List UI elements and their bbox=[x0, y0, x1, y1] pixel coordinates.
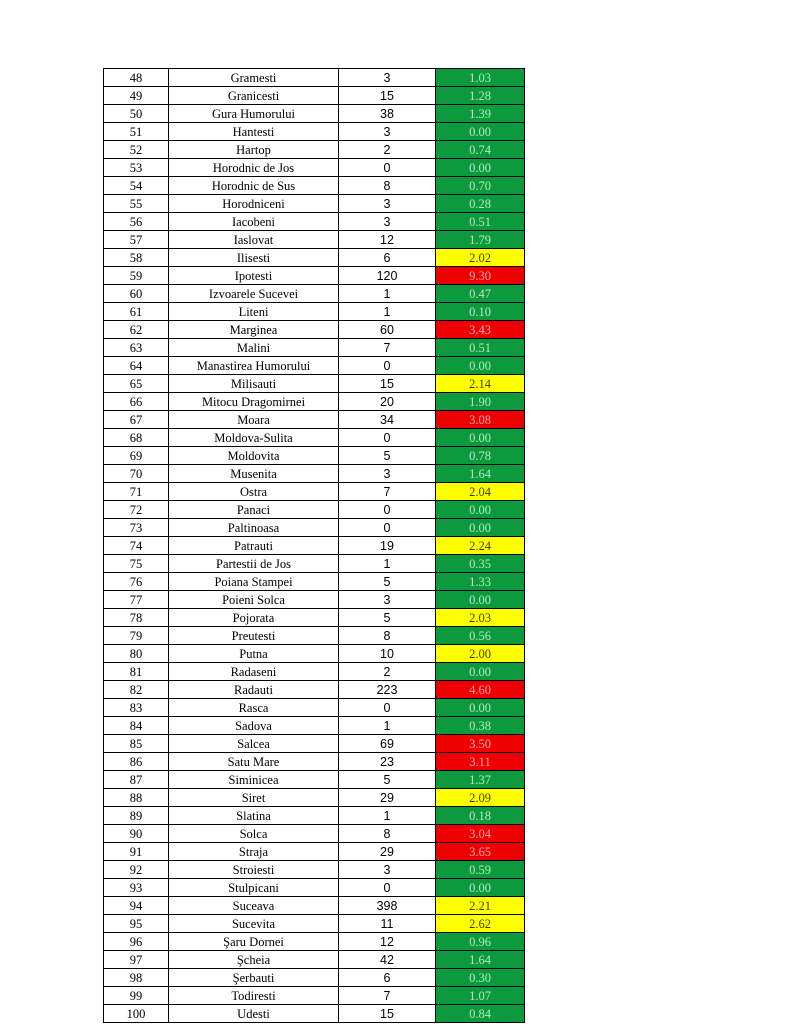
cases-count-cell: 398 bbox=[339, 897, 436, 915]
row-number-cell: 88 bbox=[104, 789, 169, 807]
cases-count-cell: 42 bbox=[339, 951, 436, 969]
locality-name-cell: Milisauti bbox=[169, 375, 339, 393]
locality-name-cell: Granicesti bbox=[169, 87, 339, 105]
cases-count-cell: 5 bbox=[339, 447, 436, 465]
incidence-rate-cell: 2.02 bbox=[436, 249, 525, 267]
locality-name-cell: Horodnic de Sus bbox=[169, 177, 339, 195]
row-number-cell: 69 bbox=[104, 447, 169, 465]
incidence-rate-cell: 0.00 bbox=[436, 123, 525, 141]
row-number-cell: 72 bbox=[104, 501, 169, 519]
incidence-rate-cell: 1.79 bbox=[436, 231, 525, 249]
cases-count-cell: 38 bbox=[339, 105, 436, 123]
cases-count-cell: 12 bbox=[339, 231, 436, 249]
table-row bbox=[104, 213, 525, 231]
cases-count-cell: 7 bbox=[339, 987, 436, 1005]
cases-count-cell: 5 bbox=[339, 573, 436, 591]
incidence-rate-cell: 2.21 bbox=[436, 897, 525, 915]
locality-name-cell: Şcheia bbox=[169, 951, 339, 969]
cases-count-cell: 1 bbox=[339, 285, 436, 303]
locality-name-cell: Izvoarele Sucevei bbox=[169, 285, 339, 303]
table-row bbox=[104, 645, 525, 663]
table-row bbox=[104, 915, 525, 933]
incidence-table bbox=[103, 68, 525, 1023]
table-row bbox=[104, 573, 525, 591]
locality-name-cell: Moldova-Sulita bbox=[169, 429, 339, 447]
table-row bbox=[104, 87, 525, 105]
cases-count-cell: 69 bbox=[339, 735, 436, 753]
row-number-cell: 48 bbox=[104, 69, 169, 87]
incidence-rate-cell: 2.00 bbox=[436, 645, 525, 663]
cases-count-cell: 60 bbox=[339, 321, 436, 339]
locality-name-cell: Hantesti bbox=[169, 123, 339, 141]
locality-name-cell: Radauti bbox=[169, 681, 339, 699]
incidence-rate-cell: 3.65 bbox=[436, 843, 525, 861]
table-row bbox=[104, 843, 525, 861]
cases-count-cell: 0 bbox=[339, 501, 436, 519]
row-number-cell: 96 bbox=[104, 933, 169, 951]
row-number-cell: 92 bbox=[104, 861, 169, 879]
incidence-rate-cell: 0.78 bbox=[436, 447, 525, 465]
locality-name-cell: Moldovita bbox=[169, 447, 339, 465]
cases-count-cell: 1 bbox=[339, 303, 436, 321]
locality-name-cell: Rasca bbox=[169, 699, 339, 717]
locality-name-cell: Preutesti bbox=[169, 627, 339, 645]
table-row bbox=[104, 411, 525, 429]
row-number-cell: 58 bbox=[104, 249, 169, 267]
row-number-cell: 57 bbox=[104, 231, 169, 249]
table-row bbox=[104, 69, 525, 87]
cases-count-cell: 1 bbox=[339, 717, 436, 735]
incidence-rate-cell: 2.14 bbox=[436, 375, 525, 393]
incidence-rate-cell: 2.09 bbox=[436, 789, 525, 807]
locality-name-cell: Udesti bbox=[169, 1005, 339, 1023]
locality-name-cell: Sadova bbox=[169, 717, 339, 735]
table-row bbox=[104, 357, 525, 375]
locality-name-cell: Straja bbox=[169, 843, 339, 861]
incidence-rate-cell: 0.10 bbox=[436, 303, 525, 321]
locality-name-cell: Salcea bbox=[169, 735, 339, 753]
table-row bbox=[104, 807, 525, 825]
incidence-rate-cell: 0.28 bbox=[436, 195, 525, 213]
row-number-cell: 90 bbox=[104, 825, 169, 843]
locality-name-cell: Stulpicani bbox=[169, 879, 339, 897]
locality-name-cell: Partestii de Jos bbox=[169, 555, 339, 573]
locality-name-cell: Panaci bbox=[169, 501, 339, 519]
incidence-rate-cell: 1.07 bbox=[436, 987, 525, 1005]
cases-count-cell: 20 bbox=[339, 393, 436, 411]
row-number-cell: 62 bbox=[104, 321, 169, 339]
table-row bbox=[104, 789, 525, 807]
row-number-cell: 71 bbox=[104, 483, 169, 501]
incidence-rate-cell: 0.18 bbox=[436, 807, 525, 825]
incidence-rate-cell: 0.00 bbox=[436, 501, 525, 519]
locality-name-cell: Musenita bbox=[169, 465, 339, 483]
locality-name-cell: Solca bbox=[169, 825, 339, 843]
incidence-rate-cell: 0.00 bbox=[436, 159, 525, 177]
incidence-rate-cell: 3.08 bbox=[436, 411, 525, 429]
incidence-rate-cell: 3.11 bbox=[436, 753, 525, 771]
table-row bbox=[104, 483, 525, 501]
incidence-rate-cell: 2.04 bbox=[436, 483, 525, 501]
cases-count-cell: 15 bbox=[339, 375, 436, 393]
table-row bbox=[104, 699, 525, 717]
row-number-cell: 75 bbox=[104, 555, 169, 573]
locality-name-cell: Poieni Solca bbox=[169, 591, 339, 609]
table-row bbox=[104, 537, 525, 555]
table-row bbox=[104, 231, 525, 249]
locality-name-cell: Şerbauti bbox=[169, 969, 339, 987]
row-number-cell: 81 bbox=[104, 663, 169, 681]
table-row bbox=[104, 627, 525, 645]
table-row bbox=[104, 249, 525, 267]
table-row bbox=[104, 177, 525, 195]
incidence-rate-cell: 0.00 bbox=[436, 699, 525, 717]
table-row bbox=[104, 1005, 525, 1023]
incidence-rate-cell: 0.51 bbox=[436, 213, 525, 231]
incidence-rate-cell: 3.43 bbox=[436, 321, 525, 339]
table-row bbox=[104, 123, 525, 141]
cases-count-cell: 6 bbox=[339, 249, 436, 267]
table-row bbox=[104, 987, 525, 1005]
locality-name-cell: Poiana Stampei bbox=[169, 573, 339, 591]
table-row bbox=[104, 897, 525, 915]
row-number-cell: 100 bbox=[104, 1005, 169, 1023]
locality-name-cell: Horodnic de Jos bbox=[169, 159, 339, 177]
locality-name-cell: Suceava bbox=[169, 897, 339, 915]
table-row bbox=[104, 969, 525, 987]
table-row bbox=[104, 681, 525, 699]
incidence-rate-cell: 0.70 bbox=[436, 177, 525, 195]
locality-name-cell: Patrauti bbox=[169, 537, 339, 555]
incidence-rate-cell: 0.59 bbox=[436, 861, 525, 879]
cases-count-cell: 10 bbox=[339, 645, 436, 663]
row-number-cell: 86 bbox=[104, 753, 169, 771]
row-number-cell: 95 bbox=[104, 915, 169, 933]
cases-count-cell: 29 bbox=[339, 843, 436, 861]
cases-count-cell: 11 bbox=[339, 915, 436, 933]
row-number-cell: 70 bbox=[104, 465, 169, 483]
incidence-rate-cell: 2.62 bbox=[436, 915, 525, 933]
row-number-cell: 68 bbox=[104, 429, 169, 447]
row-number-cell: 55 bbox=[104, 195, 169, 213]
cases-count-cell: 0 bbox=[339, 429, 436, 447]
locality-name-cell: Liteni bbox=[169, 303, 339, 321]
cases-count-cell: 15 bbox=[339, 87, 436, 105]
row-number-cell: 99 bbox=[104, 987, 169, 1005]
row-number-cell: 97 bbox=[104, 951, 169, 969]
incidence-rate-cell: 1.64 bbox=[436, 465, 525, 483]
cases-count-cell: 3 bbox=[339, 465, 436, 483]
locality-name-cell: Malini bbox=[169, 339, 339, 357]
cases-count-cell: 1 bbox=[339, 807, 436, 825]
incidence-rate-cell: 2.24 bbox=[436, 537, 525, 555]
cases-count-cell: 8 bbox=[339, 825, 436, 843]
row-number-cell: 65 bbox=[104, 375, 169, 393]
row-number-cell: 67 bbox=[104, 411, 169, 429]
row-number-cell: 52 bbox=[104, 141, 169, 159]
incidence-rate-cell: 0.00 bbox=[436, 879, 525, 897]
cases-count-cell: 0 bbox=[339, 357, 436, 375]
cases-count-cell: 0 bbox=[339, 159, 436, 177]
incidence-rate-cell: 0.35 bbox=[436, 555, 525, 573]
row-number-cell: 84 bbox=[104, 717, 169, 735]
cases-count-cell: 2 bbox=[339, 663, 436, 681]
cases-count-cell: 120 bbox=[339, 267, 436, 285]
cases-count-cell: 2 bbox=[339, 141, 436, 159]
table-row bbox=[104, 105, 525, 123]
row-number-cell: 51 bbox=[104, 123, 169, 141]
locality-name-cell: Gramesti bbox=[169, 69, 339, 87]
row-number-cell: 50 bbox=[104, 105, 169, 123]
cases-count-cell: 6 bbox=[339, 969, 436, 987]
row-number-cell: 64 bbox=[104, 357, 169, 375]
row-number-cell: 83 bbox=[104, 699, 169, 717]
table-row bbox=[104, 591, 525, 609]
locality-name-cell: Gura Humorului bbox=[169, 105, 339, 123]
row-number-cell: 82 bbox=[104, 681, 169, 699]
cases-count-cell: 3 bbox=[339, 195, 436, 213]
cases-count-cell: 7 bbox=[339, 483, 436, 501]
cases-count-cell: 5 bbox=[339, 609, 436, 627]
incidence-rate-cell: 0.56 bbox=[436, 627, 525, 645]
locality-name-cell: Siminicea bbox=[169, 771, 339, 789]
row-number-cell: 61 bbox=[104, 303, 169, 321]
row-number-cell: 56 bbox=[104, 213, 169, 231]
row-number-cell: 54 bbox=[104, 177, 169, 195]
table-row bbox=[104, 951, 525, 969]
cases-count-cell: 0 bbox=[339, 879, 436, 897]
locality-name-cell: Moara bbox=[169, 411, 339, 429]
locality-name-cell: Sucevita bbox=[169, 915, 339, 933]
locality-name-cell: Putna bbox=[169, 645, 339, 663]
table-row bbox=[104, 447, 525, 465]
cases-count-cell: 8 bbox=[339, 627, 436, 645]
row-number-cell: 98 bbox=[104, 969, 169, 987]
table-row bbox=[104, 609, 525, 627]
locality-name-cell: Hartop bbox=[169, 141, 339, 159]
incidence-rate-cell: 1.37 bbox=[436, 771, 525, 789]
incidence-rate-cell: 0.51 bbox=[436, 339, 525, 357]
row-number-cell: 85 bbox=[104, 735, 169, 753]
table-row bbox=[104, 753, 525, 771]
cases-count-cell: 29 bbox=[339, 789, 436, 807]
cases-count-cell: 3 bbox=[339, 123, 436, 141]
cases-count-cell: 3 bbox=[339, 861, 436, 879]
table-row bbox=[104, 933, 525, 951]
table-row bbox=[104, 735, 525, 753]
row-number-cell: 78 bbox=[104, 609, 169, 627]
table-row bbox=[104, 195, 525, 213]
cases-count-cell: 3 bbox=[339, 213, 436, 231]
table-row bbox=[104, 321, 525, 339]
locality-name-cell: Todiresti bbox=[169, 987, 339, 1005]
row-number-cell: 59 bbox=[104, 267, 169, 285]
cases-count-cell: 23 bbox=[339, 753, 436, 771]
cases-count-cell: 34 bbox=[339, 411, 436, 429]
table-row bbox=[104, 303, 525, 321]
table-row bbox=[104, 825, 525, 843]
locality-name-cell: Ostra bbox=[169, 483, 339, 501]
incidence-rate-cell: 1.28 bbox=[436, 87, 525, 105]
incidence-rate-cell: 0.47 bbox=[436, 285, 525, 303]
locality-name-cell: Ilisesti bbox=[169, 249, 339, 267]
cases-count-cell: 0 bbox=[339, 519, 436, 537]
incidence-rate-cell: 1.33 bbox=[436, 573, 525, 591]
row-number-cell: 53 bbox=[104, 159, 169, 177]
row-number-cell: 80 bbox=[104, 645, 169, 663]
locality-name-cell: Siret bbox=[169, 789, 339, 807]
locality-name-cell: Paltinoasa bbox=[169, 519, 339, 537]
incidence-rate-cell: 0.84 bbox=[436, 1005, 525, 1023]
row-number-cell: 49 bbox=[104, 87, 169, 105]
row-number-cell: 73 bbox=[104, 519, 169, 537]
row-number-cell: 91 bbox=[104, 843, 169, 861]
table-row bbox=[104, 555, 525, 573]
incidence-rate-cell: 0.00 bbox=[436, 429, 525, 447]
table-row bbox=[104, 465, 525, 483]
table-row bbox=[104, 141, 525, 159]
locality-name-cell: Pojorata bbox=[169, 609, 339, 627]
row-number-cell: 66 bbox=[104, 393, 169, 411]
locality-name-cell: Satu Mare bbox=[169, 753, 339, 771]
locality-name-cell: Iacobeni bbox=[169, 213, 339, 231]
table-row bbox=[104, 393, 525, 411]
table-row bbox=[104, 879, 525, 897]
row-number-cell: 89 bbox=[104, 807, 169, 825]
cases-count-cell: 7 bbox=[339, 339, 436, 357]
incidence-rate-cell: 0.38 bbox=[436, 717, 525, 735]
locality-name-cell: Mitocu Dragomirnei bbox=[169, 393, 339, 411]
table-row bbox=[104, 429, 525, 447]
incidence-rate-cell: 1.90 bbox=[436, 393, 525, 411]
incidence-rate-cell: 0.30 bbox=[436, 969, 525, 987]
cases-count-cell: 8 bbox=[339, 177, 436, 195]
incidence-rate-cell: 3.50 bbox=[436, 735, 525, 753]
cases-count-cell: 3 bbox=[339, 69, 436, 87]
cases-count-cell: 3 bbox=[339, 591, 436, 609]
locality-name-cell: Iaslovat bbox=[169, 231, 339, 249]
row-number-cell: 74 bbox=[104, 537, 169, 555]
cases-count-cell: 1 bbox=[339, 555, 436, 573]
locality-name-cell: Marginea bbox=[169, 321, 339, 339]
locality-name-cell: Stroiesti bbox=[169, 861, 339, 879]
incidence-rate-cell: 4.60 bbox=[436, 681, 525, 699]
incidence-rate-cell: 1.64 bbox=[436, 951, 525, 969]
row-number-cell: 60 bbox=[104, 285, 169, 303]
incidence-rate-cell: 0.96 bbox=[436, 933, 525, 951]
table-row bbox=[104, 339, 525, 357]
cases-count-cell: 12 bbox=[339, 933, 436, 951]
locality-name-cell: Radaseni bbox=[169, 663, 339, 681]
row-number-cell: 77 bbox=[104, 591, 169, 609]
incidence-rate-cell: 0.00 bbox=[436, 591, 525, 609]
row-number-cell: 76 bbox=[104, 573, 169, 591]
row-number-cell: 63 bbox=[104, 339, 169, 357]
table-row bbox=[104, 771, 525, 789]
locality-name-cell: Manastirea Humorului bbox=[169, 357, 339, 375]
incidence-rate-cell: 0.00 bbox=[436, 357, 525, 375]
row-number-cell: 87 bbox=[104, 771, 169, 789]
incidence-rate-cell: 0.74 bbox=[436, 141, 525, 159]
row-number-cell: 93 bbox=[104, 879, 169, 897]
incidence-rate-cell: 0.00 bbox=[436, 663, 525, 681]
table-row bbox=[104, 375, 525, 393]
locality-name-cell: Horodniceni bbox=[169, 195, 339, 213]
incidence-rate-cell: 0.00 bbox=[436, 519, 525, 537]
cases-count-cell: 0 bbox=[339, 699, 436, 717]
table-row bbox=[104, 267, 525, 285]
table-row bbox=[104, 519, 525, 537]
incidence-rate-cell: 3.04 bbox=[436, 825, 525, 843]
cases-count-cell: 15 bbox=[339, 1005, 436, 1023]
row-number-cell: 94 bbox=[104, 897, 169, 915]
table-row bbox=[104, 717, 525, 735]
locality-name-cell: Slatina bbox=[169, 807, 339, 825]
incidence-rate-cell: 9.30 bbox=[436, 267, 525, 285]
incidence-rate-cell: 1.03 bbox=[436, 69, 525, 87]
cases-count-cell: 19 bbox=[339, 537, 436, 555]
cases-count-cell: 5 bbox=[339, 771, 436, 789]
table-row bbox=[104, 159, 525, 177]
table-row bbox=[104, 663, 525, 681]
table-row bbox=[104, 861, 525, 879]
incidence-rate-cell: 2.03 bbox=[436, 609, 525, 627]
locality-name-cell: Ipotesti bbox=[169, 267, 339, 285]
locality-name-cell: Şaru Dornei bbox=[169, 933, 339, 951]
table-row bbox=[104, 285, 525, 303]
table-body bbox=[104, 69, 525, 1023]
table-row bbox=[104, 501, 525, 519]
incidence-rate-cell: 1.39 bbox=[436, 105, 525, 123]
cases-count-cell: 223 bbox=[339, 681, 436, 699]
row-number-cell: 79 bbox=[104, 627, 169, 645]
